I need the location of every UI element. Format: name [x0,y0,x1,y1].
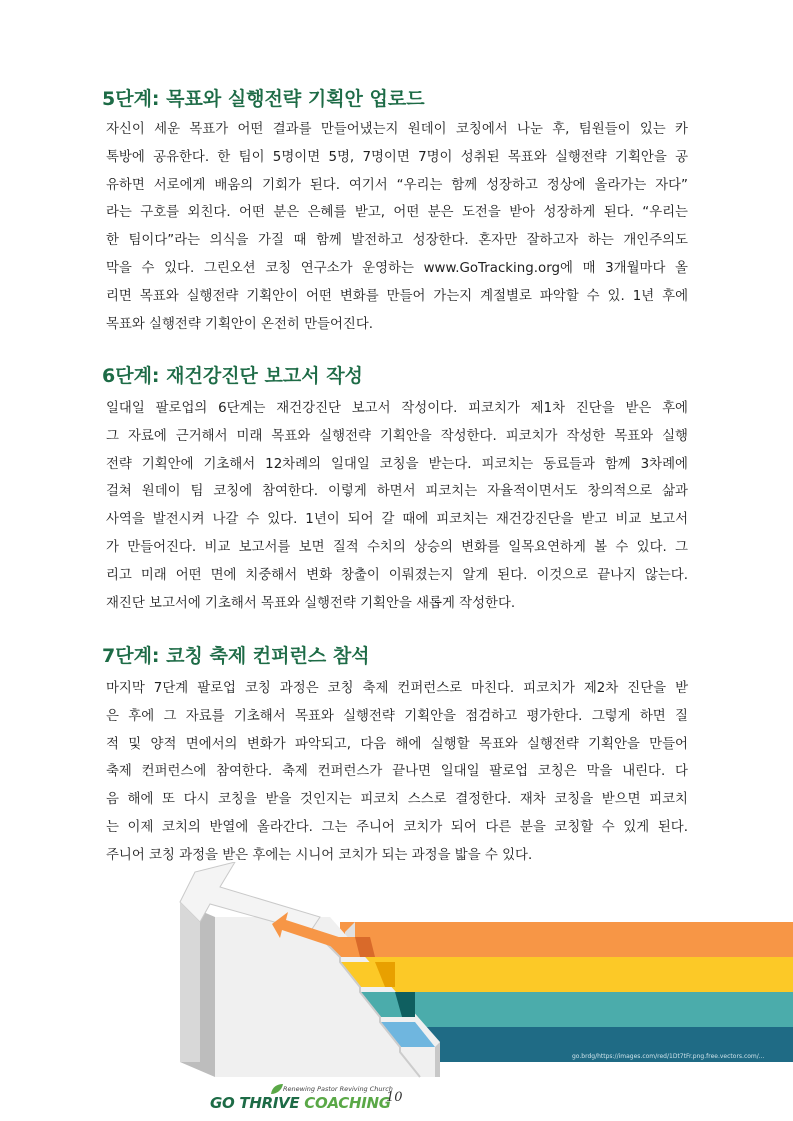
text-line: 는 이제 코치의 반열에 올라간다. 그는 주니어 코치가 되어 다른 분을 코칭할 수 있게 된다. [106,819,688,835]
section-6-heading: 6단계: 재건강진단 보고서 작성 [102,365,363,387]
brand-logo [210,1094,391,1112]
text-line: 걸쳐 원데이 팀 코칭에 참여한다. 이렇게 하면서 피코치는 자율적이면서도 창의적으로 삶과 [106,484,688,500]
text-line: 축제 컨퍼런스에 참여한다. 축제 컨퍼런스가 끝나면 일대일 팔로업 코칭은 막을 내린다. 다 [106,764,688,780]
logo-go-thrive: GO THRIVE [210,1094,300,1112]
text-line: 리고 미래 어떤 면에 치중해서 변화 창출이 이뤄졌는지 알게 된다. 이것으로 끝나지 않는다. [106,567,688,583]
section-7-body [106,675,688,870]
text-line: 적 및 양적 면에서의 변화가 파악되고, 다음 해에 실행할 목표와 실행전략 기획안을 만들어 [106,736,688,752]
text-line: 막을 수 있다. 그린오션 코칭 연구소가 운영하는 www.GoTracking.org에 매 3개월마다 올 [106,260,688,276]
logo-tagline: Renewing Pastor Reviving Church [283,1085,393,1093]
text-line: 목표와 실행전략 기획안이 온전히 만들어진다. [106,316,374,332]
text-line: 전략 기획안에 기초해서 12차례의 일대일 코칭을 받는다. 피코치는 동료들과 함께 3차례에 [106,456,688,472]
image-source-url: go.brdg/https://images.com/red/1Dt7tFr.png.free.vectors.com/... [572,1053,765,1060]
text-line: 재진단 보고서에 기초해서 목표와 실행전략 기획안을 새롭게 작성한다. [106,595,516,611]
text-line: 사역을 발전시켜 나갈 수 있다. 1년이 되어 갈 때에 피코치는 재건강진단을 받고 비교 보고서 [106,512,688,528]
text-line: 주니어 코칭 과정을 받은 후에는 시니어 코치가 되는 과정을 밟을 수 있다. [106,847,533,863]
text-line: 톡방에 공유한다. 한 팀이 5명이면 5명, 7명이면 7명이 성취된 목표와 실행전략 기획안을 공 [106,149,688,165]
text-line: 자신이 세운 목표가 어떤 결과를 만들어냈는지 원데이 코칭에서 나눈 후, 팀원들이 있는 카 [106,122,688,137]
section-5-body [106,116,688,338]
page-number: 10 [386,1090,403,1105]
text-line: 한 팀이다”라는 의식을 가질 때 함께 발전하고 성장한다. 혼자만 잘하고자 하는 개인주의도 [106,233,688,249]
yellow-stripe [340,957,793,992]
text-line: 리면 목표와 실행전략 기획안이 어떤 변화를 만들어 가는지 계절별로 파악할 수 있. 1년 후에 [106,288,688,304]
logo-coaching: COACHING [304,1094,391,1112]
text-line: 가 만들어진다. 비교 보고서를 보면 질적 수치의 상승의 변화를 일목요연하게 볼 수 있다. 그 [106,539,688,555]
section-7-heading: 7단계: 코칭 축제 컨퍼런스 참석 [102,645,370,667]
text-line: 일대일 팔로업의 6단계는 재건강진단 보고서 작성이다. 피코치가 제1차 진단을 받은 후에 [106,401,688,416]
arrow-side [180,902,200,1062]
text-line: 라는 구호를 외친다. 어떤 분은 은혜를 받고, 어떤 분은 도전을 받아 성장하게 된다. “우리는 [106,205,688,221]
text-line: 유하면 서로에게 배움의 기회가 된다. 여기서 “우리는 함께 성장하고 정상에 올라가는 자다” [106,177,688,193]
orange-stripe [340,922,793,957]
stairs-arrow-illustration [170,862,793,1084]
section-6-body [106,395,688,617]
text-line: 마지막 7단계 팔로업 코칭 과정은 코칭 축제 컨퍼런스로 마친다. 피코치가 제2차 진단을 받 [106,681,688,696]
text-line: 음 해에 또 다시 코칭을 받을 것인지는 피코치 스스로 결정한다. 재차 코칭을 받으면 피코치 [106,792,688,808]
text-line: 그 자료에 근거해서 미래 목표와 실행전략 기획안을 작성한다. 피코치가 작성한 목표와 실행 [106,428,688,444]
text-line: 은 후에 그 자료를 기초해서 목표와 실행전략 기획안을 점검하고 평가한다. 그렇게 하면 질 [106,708,688,724]
stair-riser-right [435,1042,440,1077]
section-5-heading: 5단계: 목표와 실행전략 기획안 업로드 [102,88,425,110]
